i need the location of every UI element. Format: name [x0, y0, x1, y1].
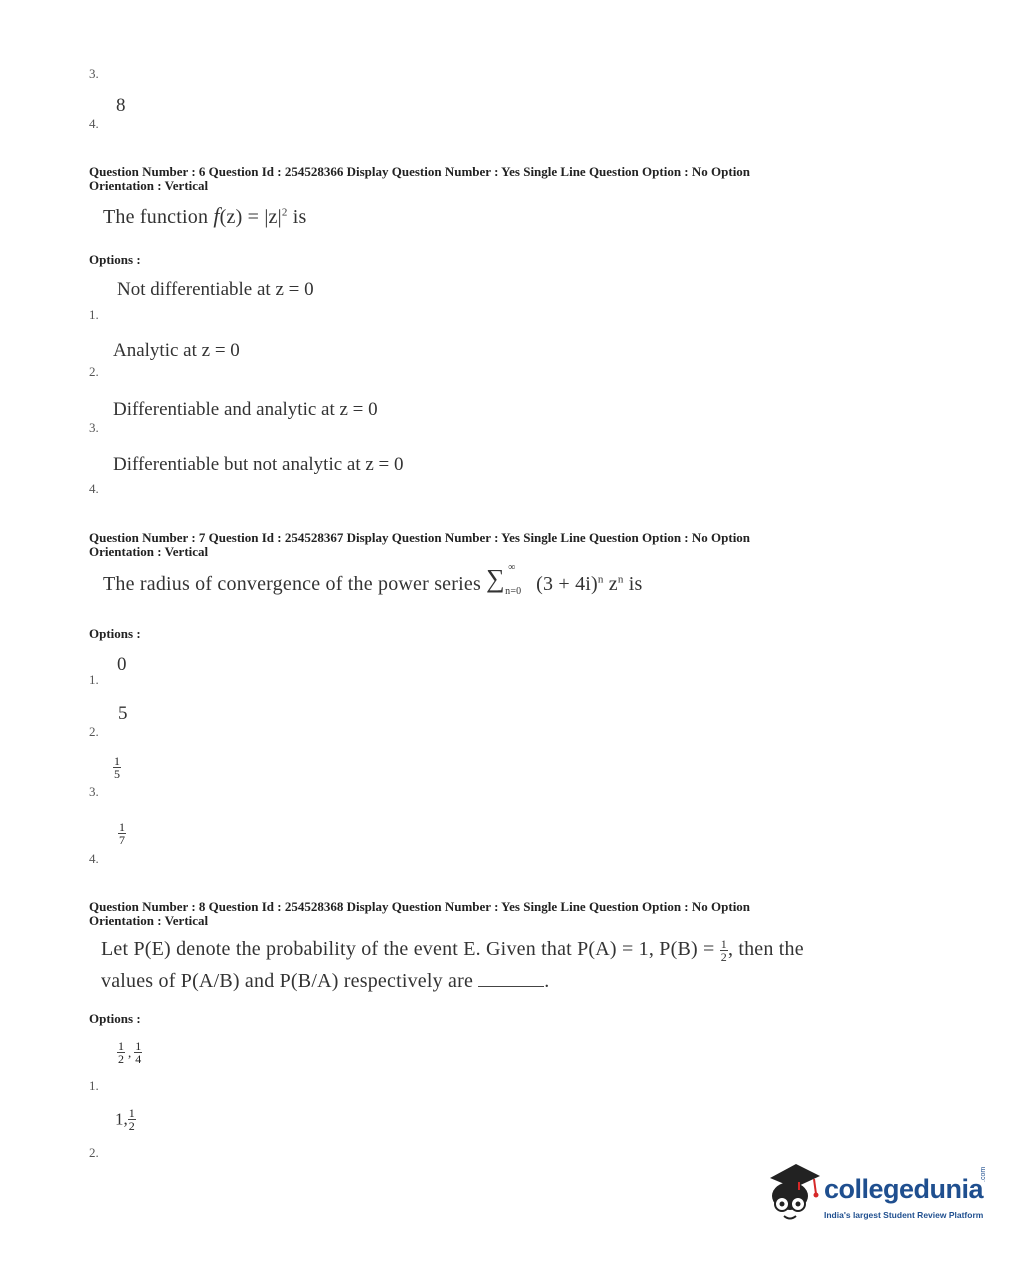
- stem-fraction: [720, 938, 728, 963]
- logo-tagline: India's largest Student Review Platform: [824, 1210, 984, 1220]
- stem-suffix: is: [623, 573, 643, 595]
- question-7-meta: [89, 531, 889, 559]
- separator: ,: [128, 1044, 132, 1060]
- q6-option-3-number: 3.: [89, 420, 99, 435]
- variable-exponent: n: [617, 573, 624, 586]
- stem-prefix: The radius of convergence of the power series: [103, 573, 487, 595]
- fraction-numerator: 1: [720, 937, 727, 951]
- fraction-denominator: 7: [119, 833, 125, 847]
- sum-symbol: ∑: [486, 564, 505, 593]
- question-8-stem-line2: [101, 970, 549, 993]
- q8-option-2-text[interactable]: [115, 1107, 136, 1132]
- question-7-stem: [103, 562, 643, 604]
- q7-option-3-number: 3.: [89, 784, 99, 799]
- sum-upper-limit: ∞: [508, 562, 516, 573]
- fraction-denominator: 4: [135, 1052, 142, 1066]
- q7-option-1-text[interactable]: 0: [117, 654, 127, 675]
- fraction-numerator: 1: [118, 1039, 124, 1053]
- prev-option-4-number: 4.: [89, 116, 99, 131]
- q7-option-2-text[interactable]: 5: [118, 703, 128, 724]
- option-lead: 1,: [115, 1109, 128, 1129]
- stem-expression: (z) = |z|: [219, 206, 282, 228]
- q7-option-2-number: 2.: [89, 724, 99, 739]
- question-8-stem-line1: [101, 938, 804, 963]
- sum-lower-limit: n=0: [505, 586, 522, 597]
- fraction-denominator: 2: [128, 1119, 135, 1133]
- mascot-icon: [762, 1160, 822, 1224]
- prev-option-4-text: 8: [116, 95, 126, 116]
- fraction-denominator: 2: [118, 1052, 124, 1066]
- question-8-meta-line2: Orientation : Vertical: [89, 913, 209, 928]
- stem-prefix: The function: [103, 206, 214, 228]
- fraction-b: [134, 1040, 142, 1065]
- question-8-meta: [89, 900, 889, 928]
- question-7-meta-line2: Orientation : Vertical: [89, 544, 209, 559]
- stem-function-symbol: f: [213, 203, 220, 228]
- question-8-options-label: Options :: [89, 1011, 141, 1026]
- fraction-numerator: 1: [128, 1106, 135, 1120]
- logo-domain-suffix: .com: [980, 1166, 987, 1182]
- question-8-meta-line1: Question Number : 8 Question Id : 254528368 Display Question Number : Yes Single Line Question Option : No Option: [89, 899, 751, 914]
- q6-option-3-text[interactable]: Differentiable and analytic at z = 0: [113, 399, 378, 420]
- stem-line1-suffix: , then the: [727, 938, 804, 961]
- question-7-options-label: Options :: [89, 626, 141, 641]
- q7-option-4-number: 4.: [89, 851, 99, 866]
- question-6-meta: [89, 165, 889, 193]
- fraction-denominator: 2: [720, 950, 727, 964]
- fraction-numerator: 1: [114, 754, 120, 768]
- q7-option-3-fraction[interactable]: [113, 755, 121, 780]
- prev-option-3-number: 3.: [89, 66, 99, 81]
- question-6-options-label: Options :: [89, 252, 141, 267]
- logo-wordmark: collegedunia: [824, 1174, 984, 1204]
- q6-option-4-text[interactable]: Differentiable but not analytic at z = 0: [113, 454, 404, 475]
- fraction-a: [117, 1040, 125, 1065]
- series-term: (3 + 4i): [536, 573, 598, 595]
- q8-option-2-number: 2.: [89, 1145, 99, 1160]
- q8-option-1-text[interactable]: [117, 1040, 142, 1065]
- stem-line1-prefix: Let P(E) denote the probability of the event E. Given that P(A) = 1, P(B) =: [101, 938, 720, 961]
- q6-option-1-number: 1.: [89, 307, 99, 322]
- question-6-stem: [103, 203, 307, 229]
- stem-line2-end: .: [544, 970, 550, 992]
- series-variable: z: [603, 573, 618, 595]
- q8-option-1-number: 1.: [89, 1078, 99, 1093]
- q6-option-4-number: 4.: [89, 481, 99, 496]
- answer-blank: [478, 985, 544, 987]
- q6-option-2-text[interactable]: Analytic at z = 0: [113, 340, 240, 361]
- fraction-numerator: 1: [135, 1039, 142, 1053]
- summation: [486, 562, 536, 597]
- q6-option-1-text[interactable]: Not differentiable at z = 0: [117, 279, 314, 300]
- question-6-meta-line2: Orientation : Vertical: [89, 178, 209, 193]
- question-6-meta-line1: Question Number : 6 Question Id : 254528366 Display Question Number : Yes Single Line Question Option : No Option: [89, 164, 751, 179]
- q6-option-2-number: 2.: [89, 364, 99, 379]
- question-7-meta-line1: Question Number : 7 Question Id : 254528367 Display Question Number : Yes Single Line Question Option : No Option: [89, 530, 751, 545]
- fraction-denominator: 5: [114, 767, 120, 781]
- fraction-numerator: 1: [119, 820, 125, 834]
- stem-exponent: 2: [281, 206, 288, 219]
- fraction-b: [128, 1107, 136, 1132]
- q7-option-4-fraction[interactable]: [118, 821, 126, 846]
- term-exponent: n: [597, 573, 604, 586]
- q7-option-1-number: 1.: [89, 672, 99, 687]
- stem-line2-text: values of P(A/B) and P(B/A) respectively are: [101, 970, 479, 992]
- collegedunia-logo: [762, 1160, 994, 1230]
- stem-suffix: is: [287, 206, 307, 228]
